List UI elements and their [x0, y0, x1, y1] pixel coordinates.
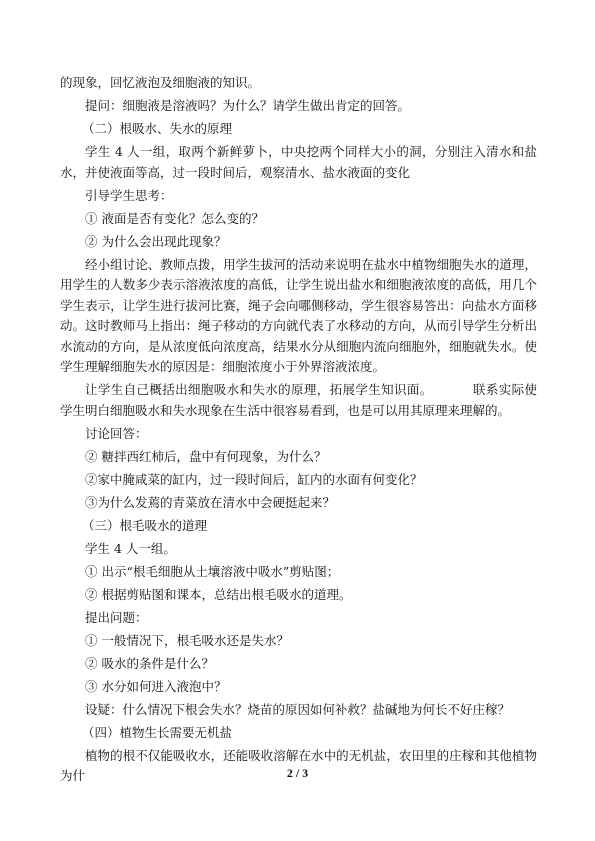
section-heading: （四）植物生长需要无机盐	[82, 724, 233, 740]
list-item: ② 糖拌西红柿后，盘中有何现象，为什么？	[85, 448, 327, 464]
list-item: ③ 水分如何进入液泡中？	[85, 678, 227, 694]
paragraph: 植物的根不仅能吸收水，还能吸收溶解在水中的无机盐，农田里的庄稼和其他植物为什	[60, 747, 537, 783]
paragraph: 的现象，回忆液泡及细胞液的知识。	[60, 75, 261, 90]
paragraph: 引导学生思考：	[85, 187, 173, 203]
list-item: ① 出示“根毛细胞从土壤溶液中吸水”剪贴图；	[85, 563, 340, 579]
section-heading: （三）根毛吸水的道理	[82, 517, 208, 533]
page-number: 2 / 3	[286, 766, 309, 780]
paragraph: 讨论回答：	[85, 425, 148, 441]
section-heading: （二）根吸水、失水的原理	[82, 121, 233, 136]
list-item: ① 一般情况下，根毛吸水还是失水？	[85, 632, 289, 648]
page-body	[60, 73, 537, 789]
list-item: ② 为什么会出现此现象？	[85, 233, 227, 249]
paragraph	[60, 380, 537, 421]
list-item: ① 液面是否有变化？怎么变的？	[85, 210, 264, 226]
paragraph: 提问：细胞液是溶液吗？为什么？请学生做出肯定的回答。	[85, 98, 411, 113]
paragraph: 经小组讨论、教师点拨，用学生拔河的活动来说明在盐水中植物细胞失水的道理，用学生的人数多少表示溶液浓度的高低，让学生说出盐水和细胞液浓度的高低，用几个学生表示，让学生进行拔河比赛，绳子会向哪侧移动，学生很容易答出：向盐水方面移动。这时教师马上指出：绳子移动的方向就代表了水移动的方向，从而引导学生分析出水流动的方向，是从浓度低向浓度高，结果水分从细胞内流向细胞外，细胞就失水。使学生理解细胞失水的原因是：细胞浓度小于外界溶液浓度。	[60, 256, 537, 374]
paragraph: 提出问题：	[85, 609, 148, 625]
paragraph: 学生 4 人一组，取两个新鲜萝卜，中央挖两个同样大小的洞，分别注入清水和盐水，并使液面等高，过一段时间后，观察清水、盐水液面的变化	[60, 144, 537, 180]
paragraph: 设疑：什么情况下根会失水？烧苗的原因如何补救？盐碱地为何长不好庄稼？	[85, 701, 511, 717]
paragraph-part: 让学生自己概括出细胞吸水和失水的原理，拓展学生知识面。	[85, 382, 433, 397]
list-item: ② 根据剪贴图和课本，总结出根毛吸水的道理。	[85, 586, 352, 602]
list-item: ③为什么发蔫的青菜放在清水中会硬挺起来？	[85, 494, 336, 510]
list-item: ② 吸水的条件是什么？	[85, 655, 214, 671]
paragraph: 学生 4 人一组。	[85, 540, 176, 556]
list-item: ②家中腌咸菜的缸内，过一段时间后，缸内的水面有何变化？	[85, 471, 423, 487]
paragraph-part: 联系实际使学生明白细胞吸水和失水现象在生活中很容易看到，也是可以用其原理来理解的。	[60, 382, 537, 418]
